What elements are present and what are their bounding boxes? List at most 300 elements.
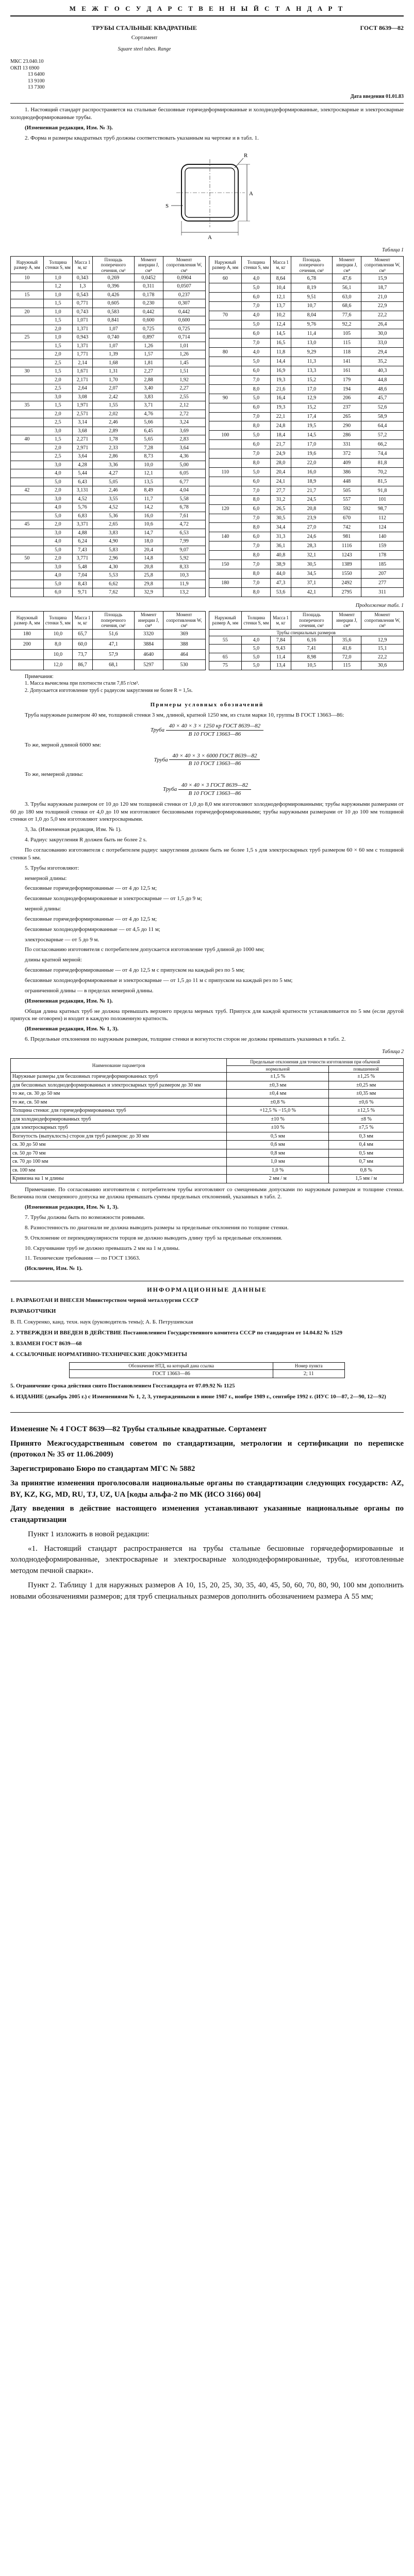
table-cell: 3,71	[134, 401, 163, 410]
table-cell: 92,2	[333, 320, 361, 329]
table-cell: 0,0452	[134, 274, 163, 282]
table-cell: 7,62	[93, 588, 135, 597]
table-cell: 11,3	[291, 357, 333, 366]
info-data-list	[10, 1297, 404, 1401]
table-1-right	[209, 256, 404, 597]
row-key-cell	[209, 645, 242, 653]
dim-a-bottom: A	[207, 234, 212, 241]
dim-s: S	[165, 203, 169, 210]
table-1-cont-right	[209, 611, 404, 670]
table-cell: 1,0	[43, 274, 72, 282]
table-cell: 6,77	[163, 478, 205, 486]
table-cell: 14,2	[134, 503, 163, 512]
table-cell: 17,4	[291, 412, 333, 421]
table-cell: 3,36	[93, 461, 135, 469]
table-cell: 2 мм / м	[227, 1175, 329, 1183]
row-key-cell	[11, 418, 44, 427]
paragraph: РАЗРАБОТЧИКИ	[10, 1308, 56, 1315]
table-row	[11, 274, 206, 282]
table-cell: 18,4	[271, 431, 291, 440]
table-row	[209, 301, 404, 311]
paragraph: За принятие изменения проголосовали национальные органы по стандартизации следующих государств: AZ, BY, KZ, KG, MD, RU, TJ, UZ, UA [коды альфа-2 по МК (ИСО 3166) 004]	[10, 1479, 404, 1499]
table-cell: 17,0	[291, 384, 333, 394]
table-cell: 6,0	[242, 440, 271, 449]
table-cell: 1,371	[72, 325, 92, 333]
row-key-cell	[209, 329, 242, 338]
row-key-cell: 110	[209, 468, 242, 477]
paragraph: Общая длина кратных труб не должна превышать верхнего предела мерных труб. Припуск для каждой кратности устанавливается по 5 мм (если другой припуск не оговорен) и входит в каждую положенную кратность.	[10, 1008, 404, 1022]
col-header: Момент сопротивления W, см³	[163, 256, 205, 274]
table-cell: 0,0507	[163, 282, 205, 291]
table-cell: 8,0	[242, 495, 271, 504]
table-cell: 101	[361, 495, 404, 504]
table-cell: 11,7	[134, 495, 163, 503]
row-key-cell: 40	[11, 435, 44, 444]
paragraph: 6. Предельные отклонения по наружным размерам, толщине стенки и вогнутости сторон не должны превышать указанных в табл. 2.	[25, 1036, 346, 1043]
table-cell: ±0,35 мм	[329, 1090, 404, 1098]
table-row	[209, 486, 404, 495]
table-cell: 15,9	[361, 274, 404, 283]
table-cell: 2,5	[43, 452, 72, 461]
code-line: ОКП 13 6900	[10, 65, 40, 71]
table-cell: 277	[361, 578, 404, 587]
table-cell: 2,33	[93, 444, 135, 452]
table-cell: 2,571	[72, 410, 92, 418]
row-key-cell: св. 50 до 70 мм	[11, 1149, 227, 1158]
table-cell: 0,543	[72, 291, 92, 299]
table-cell: 0,740	[93, 333, 135, 342]
table-cell: 409	[333, 459, 361, 468]
table-cell: 1,78	[93, 435, 135, 444]
table-cell: 10,0	[43, 650, 72, 660]
table-1-continuation	[10, 611, 404, 670]
table-cell: 20,8	[134, 563, 163, 571]
table-row	[11, 580, 206, 588]
table-cell: 13,2	[163, 588, 205, 597]
row-key-cell: 65	[209, 653, 242, 662]
table-cell: ±7,5 %	[329, 1124, 404, 1132]
table-cell: 369	[163, 629, 205, 639]
table-1-left	[10, 256, 206, 597]
table-row	[11, 1132, 404, 1141]
table-cell: 2,12	[163, 401, 205, 410]
table-cell: 1116	[333, 541, 361, 551]
ref-col-doc: Обозначение НТД, на который дана ссылка	[70, 1363, 273, 1369]
table-cell: 16,5	[271, 338, 291, 348]
row-key-cell	[11, 393, 44, 401]
table-cell: 0,6 мм	[227, 1141, 329, 1149]
table-cell: 9,71	[72, 588, 92, 597]
row-key-cell: то же, св. 30 до 50 мм	[11, 1090, 227, 1098]
table-cell: 6,0	[242, 403, 271, 412]
table-row	[11, 1073, 404, 1081]
table-row	[11, 367, 206, 376]
table-cell: 12,1	[271, 292, 291, 301]
paragraph: бесшовные горячедеформированные — от 4 до 12,5 м с припуском на каждый рез по 5 мм;	[25, 967, 245, 974]
table-cell: 1,26	[134, 342, 163, 350]
classification-codes	[10, 59, 404, 91]
table-cell: 57,2	[361, 431, 404, 440]
table-cell: 8,04	[291, 311, 333, 320]
table-row	[209, 357, 404, 366]
table-cell: 6,78	[291, 274, 333, 283]
col-header-normal: нормальной	[227, 1065, 329, 1072]
row-key-cell	[209, 403, 242, 412]
paragraph: 3. Трубы наружным размером от 10 до 120 мм толщиной стенки от 1,0 до 8,0 мм изготовляют холоднодеформированными; трубы наружными размерами от 60 до 180 мм толщиной стенки от 4,0 до 10 мм изготовляют бесшовными горячедеформированными; трубы наружными размерами от 10 до 100 мм толщиной стенки от 1,0 до 5,0 мм изготовляют электросварными.	[10, 801, 404, 823]
table-row	[11, 563, 206, 571]
table-cell: 1,68	[93, 359, 135, 367]
table-row	[209, 587, 404, 597]
col-header: Момент сопротивления W, см³	[163, 612, 205, 629]
table-cell: 1,26	[163, 350, 205, 359]
table-cell: 1,01	[163, 342, 205, 350]
paragraph: бесшовные горячедеформированные — от 4 до 12,5 м;	[25, 916, 157, 922]
example-2-text: То же, мерной длиной 6000 мм:	[25, 741, 102, 748]
paragraph: 3, 3а. (Измененная редакция, Изм. № 1).	[25, 826, 122, 833]
document-subtitle: Сортамент	[131, 34, 158, 41]
table-cell: 6,0	[242, 504, 271, 514]
table-cell: 4,04	[163, 486, 205, 495]
row-key-cell	[11, 546, 44, 554]
table-1	[10, 256, 404, 597]
row-key-cell: 42	[11, 486, 44, 495]
example-1-formula	[10, 722, 404, 738]
table-cell: 448	[333, 477, 361, 486]
table-cell: 3,40	[134, 384, 163, 393]
table-row	[209, 431, 404, 440]
table-row	[209, 292, 404, 301]
col-header: Момент инерции J, см⁴	[134, 256, 163, 274]
paragraph: бесшовные холоднодеформированные — от 4,5 до 11 м;	[25, 926, 160, 933]
paragraph: В. П. Сокуренко, канд. техн. наук (руководитель темы); А. Б. Петрушевская	[10, 1319, 193, 1326]
table-cell: 36,1	[271, 541, 291, 551]
table-row	[209, 551, 404, 560]
table-cell: 1,5	[43, 342, 72, 350]
table-cell: 77,6	[333, 311, 361, 320]
table-cell: 2,0	[43, 350, 72, 359]
table-cell: 6,0	[43, 588, 72, 597]
table-cell: 10,0	[43, 629, 72, 639]
table-cell: 14,8	[134, 554, 163, 563]
table-cell: 388	[163, 639, 205, 650]
table-cell: 5,0	[242, 431, 271, 440]
table-cell: 23,9	[291, 514, 333, 523]
table-cell: 64,4	[361, 421, 404, 431]
ref-item: 2; 11	[273, 1369, 344, 1378]
table-row	[209, 636, 404, 645]
table-cell: 2,14	[72, 359, 92, 367]
table-cell: 3320	[134, 629, 163, 639]
row-key-cell: 180	[209, 578, 242, 587]
table-cell: 30,6	[361, 662, 404, 670]
table-2	[10, 1058, 404, 1183]
table-cell: +12,5 % −15,0 %	[227, 1107, 329, 1115]
table-cell: 35,6	[333, 636, 361, 645]
table-cell: 0,714	[163, 333, 205, 342]
table-cell: 7,28	[134, 444, 163, 452]
table-cell: 13,4	[271, 662, 291, 670]
table-cell: 7,99	[163, 537, 205, 546]
table-row	[11, 1175, 404, 1183]
table-cell: 3,0	[43, 563, 72, 571]
table-cell: 2,46	[93, 486, 135, 495]
table-cell: 31,2	[271, 495, 291, 504]
table-cell: 670	[333, 514, 361, 523]
row-key-cell: 55	[209, 636, 242, 645]
table-cell: 22,1	[271, 412, 291, 421]
table-cell: 19,6	[291, 449, 333, 459]
table-row	[11, 520, 206, 529]
info-items	[10, 1297, 404, 1358]
row-key-cell	[11, 299, 44, 308]
table-cell: 3,0	[43, 393, 72, 401]
table-cell: 12,4	[271, 320, 291, 329]
row-key-cell	[11, 469, 44, 478]
table-cell: 3,68	[72, 427, 92, 435]
table-cell: 6,62	[93, 580, 135, 588]
example-3-formula	[10, 782, 404, 798]
row-key-cell	[11, 350, 44, 359]
table-cell: 6,0	[242, 366, 271, 376]
table-row	[11, 1158, 404, 1166]
row-key-cell: 75	[209, 662, 242, 670]
row-key-cell	[11, 495, 44, 503]
table-cell: 24,5	[291, 495, 333, 504]
table-cell: 34,4	[271, 523, 291, 532]
table-cell: 290	[333, 421, 361, 431]
code-line: МКС 23.040.10	[10, 59, 44, 65]
table-cell: 1,0	[43, 308, 72, 316]
table-cell: ±0,25 мм	[329, 1081, 404, 1090]
table-cell: 19,5	[291, 421, 333, 431]
section-body-3	[10, 1186, 404, 1273]
table-1-label: Таблица 1	[382, 247, 404, 253]
table-cell: 3,0	[43, 461, 72, 469]
table-row	[209, 514, 404, 523]
table-cell: 1,5	[43, 367, 72, 376]
row-key-cell: 50	[11, 554, 44, 563]
table-cell: 265	[333, 412, 361, 421]
table-cell: 0,269	[93, 274, 135, 282]
formula-fraction	[166, 722, 263, 738]
table-cell: 1,07	[93, 342, 135, 350]
table-1-notes	[10, 673, 404, 694]
table-cell: 178	[361, 551, 404, 560]
table-cell: 4,0	[43, 503, 72, 512]
table-cell: 2,27	[163, 384, 205, 393]
row-key-cell: 140	[209, 532, 242, 541]
table-2-label: Таблица 2	[382, 1048, 404, 1055]
table-cell: 1,51	[163, 367, 205, 376]
table-cell: 0,5 мм	[227, 1132, 329, 1141]
table-cell: 4,0	[242, 636, 271, 645]
table-row	[209, 569, 404, 578]
table-1-right-body	[209, 274, 404, 597]
table-cell: 58,9	[361, 412, 404, 421]
table-cell: 0,897	[134, 333, 163, 342]
table-cell: 3,24	[163, 418, 205, 427]
row-key-cell	[209, 477, 242, 486]
table-row	[11, 537, 206, 546]
table-cell: 0,605	[93, 299, 135, 308]
table-row	[11, 1115, 404, 1124]
row-key-cell	[209, 569, 242, 578]
table-cell: 13,5	[134, 478, 163, 486]
table-cell: 10,2	[271, 311, 291, 320]
table-cell: 124	[361, 523, 404, 532]
row-key-cell: 200	[11, 639, 44, 650]
paragraph: 6. ИЗДАНИЕ (декабрь 2005 г.) с Изменениями № 1, 2, 3, утвержденными в июне 1987 г., ноябре 1989 г., сентябре 1992 г. (ИУС 10—87, 2—90, 12—92)	[10, 1394, 386, 1400]
table-row	[11, 376, 206, 384]
table-1-cont-left-body	[11, 629, 206, 670]
table-row	[11, 639, 206, 650]
table-cell: 5,0	[43, 478, 72, 486]
table-cell: 0,725	[163, 325, 205, 333]
table-cell: 4,28	[72, 461, 92, 469]
table-cell: 14,7	[134, 529, 163, 537]
table-cell: 1,70	[93, 376, 135, 384]
table-cell: 4,76	[134, 410, 163, 418]
table-cell: 3,83	[93, 529, 135, 537]
table-cell: 557	[333, 495, 361, 504]
table-row	[209, 421, 404, 431]
paragraph: электросварные — от 5 до 9 м.	[25, 936, 100, 943]
row-key-cell	[11, 537, 44, 546]
table-cell: 53,6	[271, 587, 291, 597]
table-cell: 3,14	[72, 418, 92, 427]
table-row	[11, 1141, 404, 1149]
row-key-cell: для холоднодеформированных труб	[11, 1115, 227, 1124]
ref-col-item: Номер пункта	[273, 1363, 344, 1369]
table-cell: 1,0	[43, 333, 72, 342]
table-cell: 28,0	[271, 459, 291, 468]
table-cell: 68,1	[93, 660, 135, 670]
table-cell: 5,0	[242, 468, 271, 477]
table-cell: 20,8	[291, 504, 333, 514]
paragraph: Примечание. По согласованию изготовителя с потребителем трубы изготовляют со смещенными допусками по наружным размерам и толщине стенки. Величина поля смещенного допуска не должна превышать суммы предельных отклонений, указанных в табл. 2.	[10, 1186, 404, 1200]
table-cell: 8,0	[242, 587, 271, 597]
table-row	[209, 459, 404, 468]
table-row	[11, 316, 206, 325]
table-cell: 13,7	[271, 301, 291, 311]
code-line: 13 9100	[28, 78, 45, 84]
table-cell: 6,53	[163, 529, 205, 537]
table-row	[11, 401, 206, 410]
table-cell: 38,9	[271, 560, 291, 569]
col-header: Момент сопротивления W, см³	[361, 256, 404, 274]
paragraph: длины кратной мерной:	[25, 957, 82, 963]
table-row	[11, 342, 206, 350]
table-cell: 35,2	[361, 357, 404, 366]
table-row	[11, 291, 206, 299]
table-cell: 2,96	[93, 554, 135, 563]
paragraph: По согласованию изготовителя с потребителем допускается изготовление труб длиной до 1000 мм;	[25, 946, 264, 953]
table-cell: 1,5 мм / м	[329, 1175, 404, 1183]
table-cell: 5,58	[163, 495, 205, 503]
table-cell: 4,0	[242, 274, 271, 283]
table-row	[209, 578, 404, 587]
table-cell: 118	[333, 348, 361, 357]
table-cell: 2,5	[43, 384, 72, 393]
table-cell: 70,2	[361, 468, 404, 477]
table-2-body	[11, 1073, 404, 1183]
paragraph: бесшовные горячедеформированные — от 4 до 12,5 м;	[25, 885, 157, 892]
table-cell: 40,8	[271, 551, 291, 560]
formula-fraction	[178, 782, 251, 798]
row-key-cell	[11, 444, 44, 452]
table-cell: 81,8	[361, 459, 404, 468]
info-data-title: ИНФОРМАЦИОННЫЕ ДАННЫЕ	[10, 1281, 404, 1294]
paragraph: 5. Ограничение срока действия снято Постановлением Госстандарта от 07.09.92 № 1125	[10, 1383, 235, 1389]
table-cell: 6,83	[72, 512, 92, 520]
paragraph: 5. Трубы изготовляют:	[25, 865, 79, 871]
table-cell: 8,19	[291, 283, 333, 292]
table-row	[11, 495, 206, 503]
table-cell: 52,6	[361, 403, 404, 412]
formula-denominator: В 10 ГОСТ 13663—86	[188, 790, 241, 796]
table-cell: 81,5	[361, 477, 404, 486]
table-cell: 7,0	[242, 541, 271, 551]
table-cell: 4,0	[43, 571, 72, 580]
table-cell: 27,0	[291, 523, 333, 532]
row-key-cell	[11, 660, 44, 670]
row-key-cell: 70	[209, 311, 242, 320]
code-line: 13 7300	[28, 84, 45, 91]
paragraph: (Измененная редакция, Изм. № 1, 3).	[25, 1204, 119, 1211]
table-cell: 16,0	[291, 468, 333, 477]
row-key-cell	[209, 357, 242, 366]
table-cell: 3884	[134, 639, 163, 650]
table-cell: 4,27	[93, 469, 135, 478]
table-cell: 8,0	[242, 459, 271, 468]
paragraph: Принято Межгосударственным советом по стандартизации, метрологии и сертификации по переписке (протокол № 35 от 11.06.2009)	[10, 1439, 404, 1459]
table-cell: 24,9	[271, 449, 291, 459]
table-cell: 2,86	[93, 452, 135, 461]
table-cell: 0,311	[134, 282, 163, 291]
table-cell: 22,2	[361, 653, 404, 662]
table-cell: 10,3	[163, 571, 205, 580]
table-cell: 5,0	[43, 512, 72, 520]
table-row	[11, 478, 206, 486]
row-key-cell	[209, 459, 242, 468]
table-cell: 22,9	[361, 301, 404, 311]
row-key-cell	[209, 301, 242, 311]
col-header: Момент инерции J, см⁴	[333, 256, 361, 274]
table-cell: 7,0	[242, 560, 271, 569]
table-cell: 1,5	[43, 316, 72, 325]
note-heading: Примечания:	[25, 673, 54, 680]
table-cell: 42,1	[291, 587, 333, 597]
table-cell: 5,53	[93, 571, 135, 580]
formula-numerator: 40 × 40 × 3 × 1250 кр ГОСТ 8639—82	[166, 722, 263, 731]
formula-lead: Труба	[150, 726, 164, 733]
table-row	[11, 1098, 404, 1107]
table-cell: 44,0	[271, 569, 291, 578]
row-key-cell: для электросварных труб	[11, 1124, 227, 1132]
table-cell: 286	[333, 431, 361, 440]
table-cell: 0,442	[163, 308, 205, 316]
table-cell: 0,343	[72, 274, 92, 282]
table-cell: 2,46	[93, 418, 135, 427]
table-cell: 32,1	[291, 551, 333, 560]
title-block	[10, 24, 404, 53]
table-cell: 372	[333, 449, 361, 459]
table-cell: 34,5	[291, 569, 333, 578]
table-1-continuation-label: Продолжение табл. 1	[355, 602, 404, 608]
col-header: Момент сопротивления W, см³	[361, 612, 404, 629]
table-cell: 6,0	[242, 292, 271, 301]
table-cell: 19,3	[271, 375, 291, 384]
